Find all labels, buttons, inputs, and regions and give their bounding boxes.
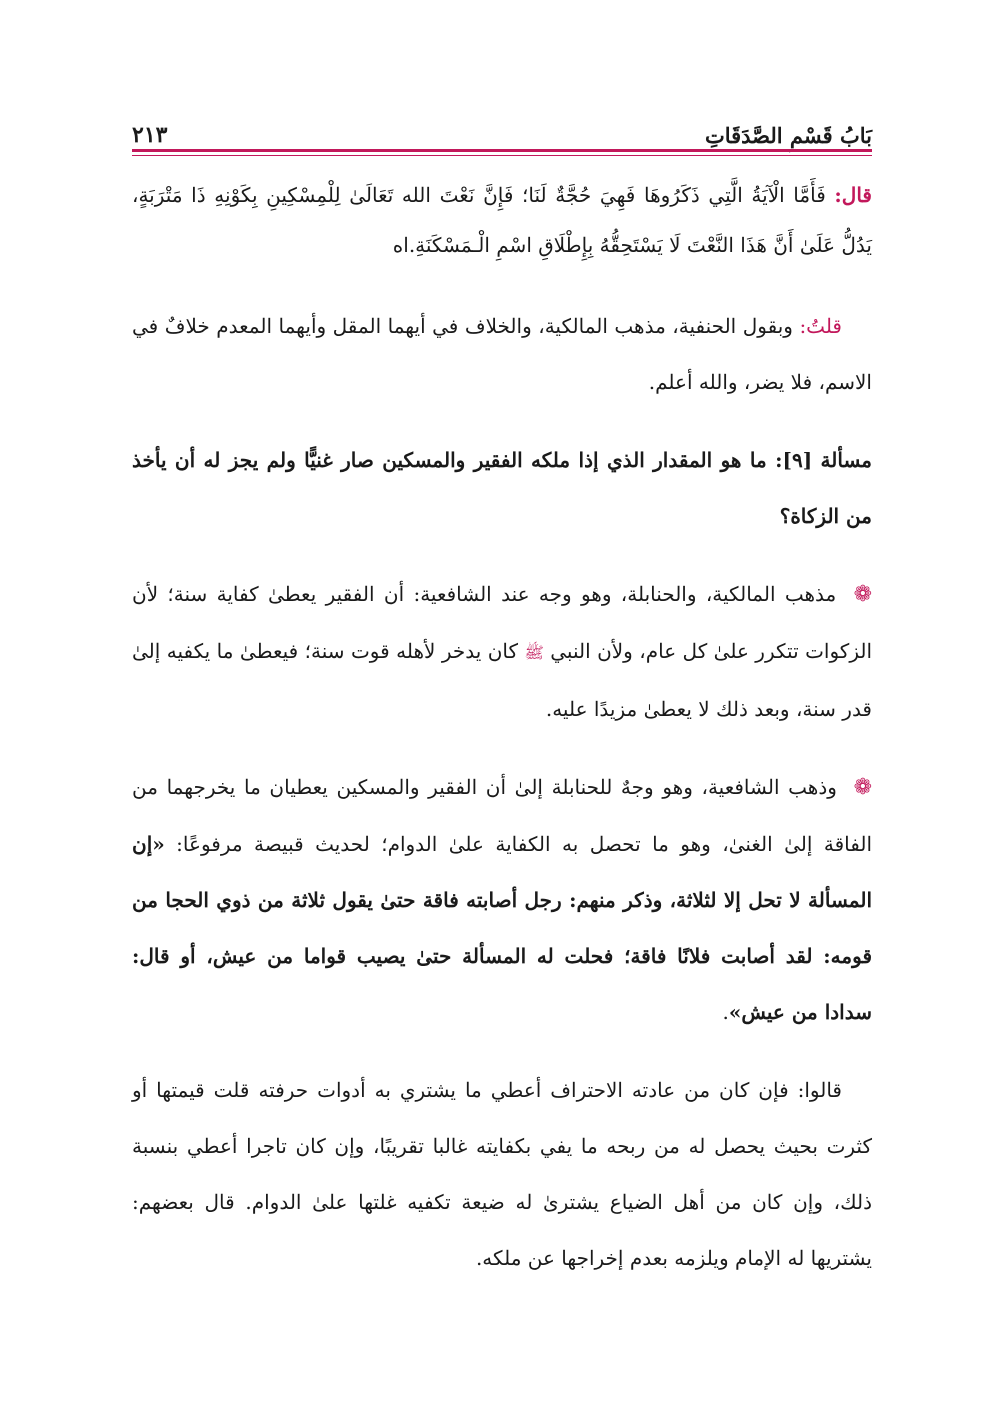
flower-ornament-icon: ❁: [853, 582, 873, 607]
closing-text: قالوا: فإن كان من عادته الاحتراف أعطي ما يشتري به أدوات حرفته قلت قيمتها أو كثرت بحيث يحصل له من ربحه ما يفي بكفايته غالبا تقريبًا، وإن كان تاجرا أعطي بنسبة ذلك، وإن كان من أهل الضياع يشترىٰ له ضيعة تكفيه غلتها علىٰ الدوام. قال بعضهم: يشتريها له الإمام ويلزمه بعدم إخراجها عن ملكه.: [132, 1078, 872, 1270]
note-text: وبقول الحنفية، مذهب المالكية، والخلاف في أيهما المقل وأيهما المعدم خلافٌ في الاسم، فلا يضر، والله أعلم.: [132, 314, 872, 394]
masala-heading: [132, 432, 872, 544]
flower-ornament-icon: ❁: [853, 775, 873, 800]
note-paragraph: [132, 298, 872, 410]
hadith-quote: «إن المسألة لا تحل إلا لثلاثة، وذكر منهم: رجل أصابته فاقة حتىٰ يقول ثلاثة من ذوي الحجا من قومه: لقد أصابت فلانًا فاقة؛ فحلت له المسألة حتىٰ يصيب قواما من عيش، أو قال: سدادا من عيش»: [132, 832, 873, 1024]
masala-label: مسألة [٩]:: [775, 448, 873, 472]
chapter-title: بَابُ قَسْمِ الصَّدَقَاتِ: [704, 123, 872, 148]
point2-text: وذهب الشافعية، وهو وجهٌ للحنابلة إلىٰ أن الفقير والمسكين يعطيان ما يخرجهما من الفاقة إلىٰ الغنىٰ، وهو ما تحصل به الكفاية علىٰ الدوام؛ لحديث قبيصة مرفوعًا:: [132, 775, 872, 856]
quote-paragraph: [132, 170, 872, 270]
masala-question: ما هو المقدار الذي إذا ملكه الفقير والمسكين صار غنيًّا ولم يجز له أن يأخذ من الزكاة؟: [132, 448, 872, 528]
header-rule-thin: [132, 155, 872, 156]
point-paragraph-1: [132, 566, 872, 737]
point-paragraph-2: [132, 759, 872, 1040]
page-body: [132, 170, 872, 1286]
header-rule-thick: [132, 149, 872, 152]
point2-end: .: [722, 1000, 729, 1024]
note-intro: قلتُ:: [799, 314, 842, 338]
point1-text-b: كان يدخر لأهله قوت سنة؛ فيعطىٰ ما يكفيه إلىٰ قدر سنة، وبعد ذلك لا يعطىٰ مزيدًا عليه.: [132, 639, 872, 721]
closing-paragraph: [132, 1062, 872, 1286]
honorific-icon: ﷺ: [524, 643, 544, 662]
quote-text: فَأَمَّا الْآيَةُ الَّتِي ذَكَرُوهَا فَهِيَ حُجَّةٌ لَنَا؛ فَإِنَّ نَعْتَ الله تَعَالَىٰ لِلْمِسْكِينِ بِكَوْنِهِ ذَا مَتْرَبَةٍ، يَدُلُّ عَلَىٰ أَنَّ هَذَا النَّعْتَ لَا يَسْتَحِقُّهُ بِإِطْلَاقِ اسْمِ الْـمَسْكَنَةِ.اه: [132, 183, 872, 257]
quote-label: قال:: [834, 183, 872, 207]
point1-text-a: مذهب المالكية، والحنابلة، وهو وجه عند الشافعية: أن الفقير يعطىٰ كفاية سنة؛ لأن الزكوات تتكرر علىٰ كل عام، ولأن النبي: [132, 582, 873, 663]
page-header: [132, 108, 872, 148]
page-number: ٢١٣: [132, 122, 168, 148]
